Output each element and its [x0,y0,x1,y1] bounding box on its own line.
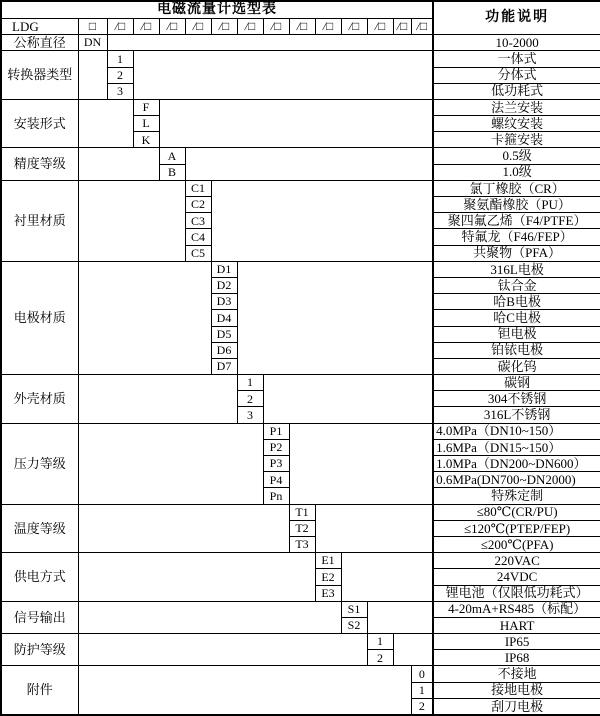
category-label: 供电方式 [1,553,78,602]
table-row [1,553,600,569]
function-desc: 氯丁橡胶（CR） [433,180,600,196]
model-slot-box: /□ [107,18,133,34]
category-label: 防护等级 [1,634,78,666]
blank-cell [78,601,341,633]
model-slot-box: /□ [393,18,411,34]
function-desc: 316L不锈钢 [433,407,600,423]
function-desc: 卡箍安装 [433,132,600,148]
code-cell: Pn [263,488,289,504]
category-label: 压力等级 [1,423,78,504]
blank-cell [78,51,107,100]
blank-cell [263,375,433,424]
model-slot-box: /□ [237,18,263,34]
model-slot-box: /□ [289,18,315,34]
function-desc: 聚四氟乙烯（F4/PTFE） [433,213,600,229]
function-desc: 哈C电极 [433,310,600,326]
function-desc: 钛合金 [433,277,600,293]
blank-cell [367,601,433,633]
blank-cell [185,148,433,180]
blank-cell [315,504,433,553]
model-base-box: □ [78,18,107,34]
function-desc: 铂铱电极 [433,342,600,358]
code-cell: E3 [315,585,341,601]
code-cell: P4 [263,472,289,488]
function-desc: 碳化钨 [433,358,600,374]
function-desc: 钽电极 [433,326,600,342]
code-cell: E2 [315,569,341,585]
code-cell: P2 [263,439,289,455]
function-desc: 0.5级 [433,148,600,164]
blank-cell [78,148,159,180]
model-slot-box: /□ [367,18,393,34]
code-cell: C4 [185,229,211,245]
function-desc: 特氟龙（F46/FEP） [433,229,600,245]
table-row [1,148,600,164]
table-row [1,261,600,277]
code-cell: 3 [237,407,263,423]
function-desc: IP65 [433,634,600,650]
table-row [1,423,600,439]
function-desc: 螺纹安装 [433,116,600,132]
code-cell: D6 [211,342,237,358]
code-cell: 1 [367,634,393,650]
function-desc: 304不锈钢 [433,391,600,407]
function-desc: 10-2000 [433,35,600,51]
code-cell: 2 [107,67,133,83]
code-cell: T2 [289,520,315,536]
blank-cell [78,375,237,424]
category-label: 安装形式 [1,99,78,148]
table-row [1,35,600,51]
code-cell: S2 [341,617,367,633]
function-desc: 1.6MPa（DN15~150） [433,439,600,455]
function-column-header: 功能说明 [433,1,600,35]
code-cell: T3 [289,536,315,552]
table-row [1,180,600,196]
code-cell: A [159,148,185,164]
model-slot-box: /□ [159,18,185,34]
function-desc: 锂电池（仅限低功耗式） [433,585,600,601]
code-cell: C3 [185,213,211,229]
function-desc: 不接地 [433,666,600,682]
blank-cell [237,261,433,374]
function-desc: 1.0MPa（DN200~DN600） [433,456,600,472]
function-desc: 低功耗式 [433,83,600,99]
blank-cell [133,51,433,100]
code-cell: P1 [263,423,289,439]
category-label: 转换器类型 [1,51,78,100]
category-label: 衬里材质 [1,180,78,261]
function-desc: 法兰安装 [433,99,600,115]
table-row [1,666,600,682]
function-desc: 316L电极 [433,261,600,277]
code-cell: 3 [107,83,133,99]
function-desc: 共聚物（PFA） [433,245,600,261]
function-desc: HART [433,617,600,633]
table-row [1,51,600,67]
category-label: 公称直径 [1,35,78,51]
category-label: 附件 [1,666,78,715]
function-desc: 220VAC [433,553,600,569]
category-label: 信号输出 [1,601,78,633]
code-cell: S1 [341,601,367,617]
code-cell: T1 [289,504,315,520]
model-slot-box: /□ [263,18,289,34]
table-row [1,601,600,617]
model-slot-box: /□ [411,18,433,34]
function-desc: 接地电极 [433,682,600,698]
blank-cell [78,504,289,553]
code-cell: D1 [211,261,237,277]
category-label: 外壳材质 [1,375,78,424]
table-row [1,99,600,115]
category-label: 电极材质 [1,261,78,374]
category-label: 温度等级 [1,504,78,553]
function-desc: ≤80℃(CR/PU) [433,504,600,520]
title-row [1,1,600,18]
function-desc: 一体式 [433,51,600,67]
function-desc: 24VDC [433,569,600,585]
function-desc: 特殊定制 [433,488,600,504]
model-slot-box: /□ [211,18,237,34]
model-slot-box: /□ [315,18,341,34]
blank-cell [78,261,211,374]
function-desc: 分体式 [433,67,600,83]
model-slot-box: /□ [133,18,159,34]
code-cell: 1 [237,375,263,391]
function-desc: 0.6MPa(DN700~DN2000) [433,472,600,488]
code-cell: 1 [107,51,133,67]
function-desc: ≤200℃(PFA) [433,536,600,552]
code-cell: 2 [411,698,433,715]
table-row [1,634,600,650]
function-desc: 聚氨酯橡胶（PU） [433,197,600,213]
code-cell: F [133,99,159,115]
code-cell: C5 [185,245,211,261]
table-row [1,375,600,391]
blank-cell [78,634,367,666]
code-cell: C1 [185,180,211,196]
blank-cell [78,180,185,261]
model-prefix: LDG [1,18,78,34]
code-cell: D2 [211,277,237,293]
blank-cell [78,423,263,504]
category-label: 精度等级 [1,148,78,180]
function-desc: 哈B电极 [433,294,600,310]
code-cell: 2 [237,391,263,407]
code-cell: B [159,164,185,180]
blank-cell [289,423,433,504]
function-desc: IP68 [433,650,600,666]
code-cell: D3 [211,294,237,310]
code-cell: E1 [315,553,341,569]
code-cell: D4 [211,310,237,326]
table-title: 电磁流量计选型表 [1,1,433,18]
function-desc: 碳钢 [433,375,600,391]
blank-cell [393,634,433,666]
code-cell: 0 [411,666,433,682]
function-desc: 刮刀电极 [433,698,600,715]
function-desc: ≤120℃(PTEP/FEP) [433,520,600,536]
blank-cell [78,99,133,148]
function-desc: 4-20mA+RS485（标配） [433,601,600,617]
blank-cell [341,553,433,602]
blank-cell [78,553,315,602]
blank-cell [159,99,433,148]
code-cell: D5 [211,326,237,342]
function-desc: 1.0级 [433,164,600,180]
code-cell: 1 [411,682,433,698]
code-cell: 2 [367,650,393,666]
model-slot-box: /□ [185,18,211,34]
blank-cell [78,666,411,715]
table-row [1,504,600,520]
code-cell: C2 [185,197,211,213]
model-slot-box: /□ [341,18,367,34]
code-cell: P3 [263,456,289,472]
blank-cell [107,35,433,51]
code-cell: L [133,116,159,132]
code-cell: K [133,132,159,148]
code-cell: DN [78,35,107,51]
blank-cell [211,180,433,261]
code-cell: D7 [211,358,237,374]
function-desc: 4.0MPa（DN10~150） [433,423,600,439]
